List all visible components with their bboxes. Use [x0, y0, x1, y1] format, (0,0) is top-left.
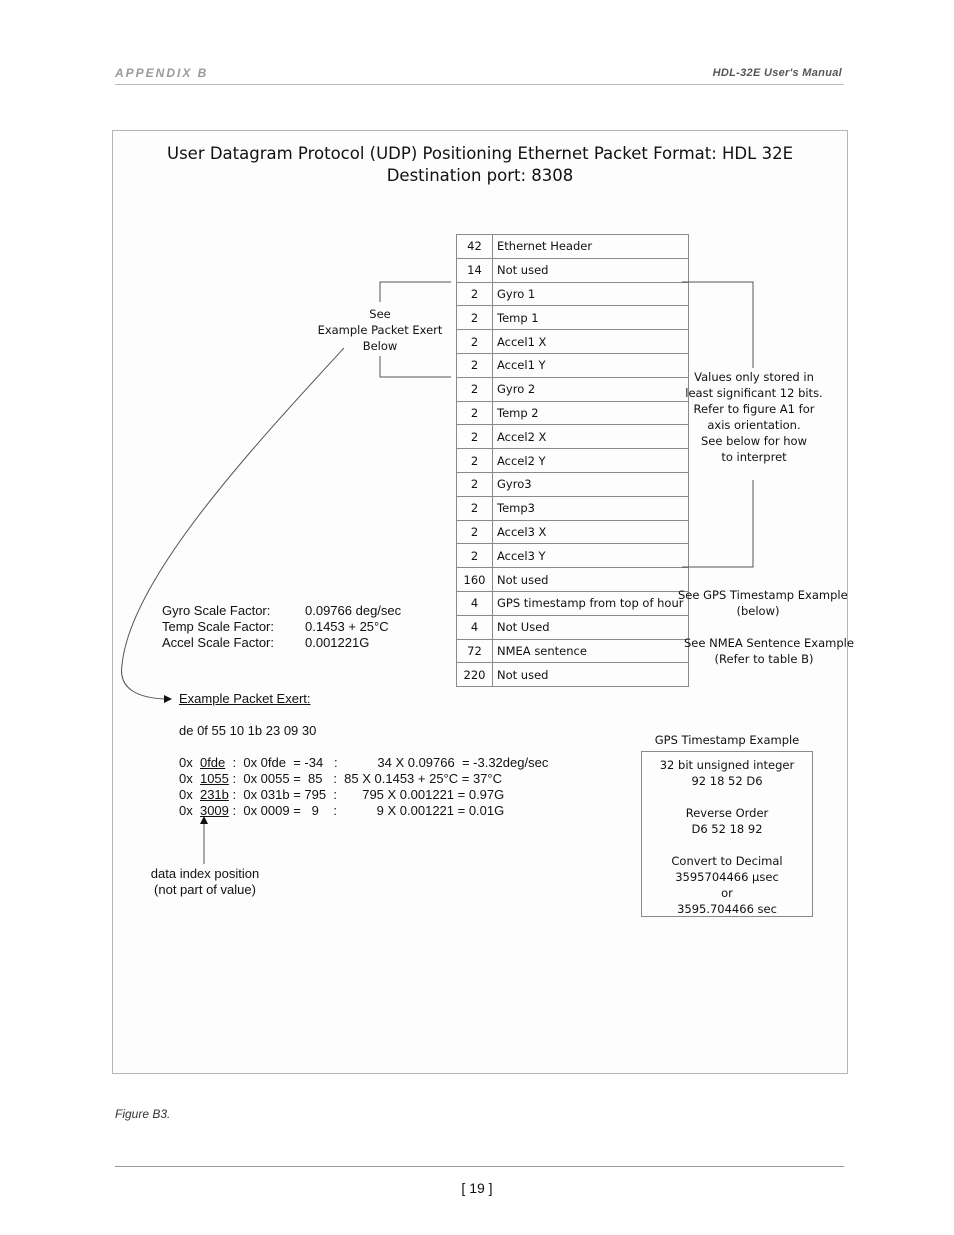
scale-row: Accel Scale Factor: 0.001221G: [162, 635, 370, 650]
field-name: Temp 1: [493, 306, 689, 330]
byte-count: 4: [457, 591, 493, 615]
field-name: Not used: [493, 258, 689, 282]
gps-timestamp-note: See GPS Timestamp Example (below): [678, 588, 848, 618]
example-line: 0x 231b : 0x 031b = 795 : 795 X 0.001221 = 0.97G: [179, 787, 505, 802]
byte-count: 220: [457, 663, 493, 687]
byte-count: 2: [457, 353, 493, 377]
field-name: Accel3 Y: [493, 544, 689, 568]
field-name: GPS timestamp from top of hour: [493, 591, 689, 615]
byte-count: 42: [457, 235, 493, 259]
nmea-note: See NMEA Sentence Example (Refer to table B): [684, 636, 854, 666]
field-name: Gyro 1: [493, 282, 689, 306]
byte-count: 2: [457, 401, 493, 425]
data-index-note: data index position (not part of value): [150, 866, 260, 897]
byte-count: 2: [457, 496, 493, 520]
field-name: Temp 2: [493, 401, 689, 425]
byte-count: 2: [457, 544, 493, 568]
values-note: Values only stored in least significant 12 bits. Refer to figure A1 for axis orientation. See below for how to interpret: [685, 370, 823, 464]
gps-example-line: Reverse Order: [685, 806, 769, 820]
field-name: Gyro3: [493, 472, 689, 496]
figure-title: User Datagram Protocol (UDP) Positioning Ethernet Packet Format: HDL 32E: [167, 144, 793, 163]
byte-count: 2: [457, 282, 493, 306]
gps-example-line: or: [721, 886, 733, 900]
field-name: Accel3 X: [493, 520, 689, 544]
scale-row: Gyro Scale Factor: 0.09766 deg/sec: [162, 603, 402, 618]
byte-count: 2: [457, 377, 493, 401]
byte-count: 2: [457, 472, 493, 496]
appendix-label: APPENDIX B: [115, 66, 209, 80]
page-number: [ 19 ]: [461, 1180, 493, 1196]
scale-factors: [162, 603, 401, 651]
gps-example-line: Convert to Decimal: [671, 854, 783, 868]
gps-example-line: [642, 837, 812, 853]
gps-example-line: D6 52 18 92: [691, 822, 763, 836]
gps-example-line: [642, 789, 812, 805]
example-line: 0x 3009 : 0x 0009 = 9 : 9 X 0.001221 = 0.01G: [179, 803, 505, 818]
byte-count: 2: [457, 449, 493, 473]
field-name: Accel1 X: [493, 330, 689, 354]
scale-row: Temp Scale Factor: 0.1453 + 25°C: [162, 619, 389, 634]
field-name: Not used: [493, 663, 689, 687]
example-line: 0x 1055 : 0x 0055 = 85 : 85 X 0.1453 + 25°C = 37°C: [179, 771, 502, 786]
field-name: Ethernet Header: [493, 235, 689, 259]
byte-count: 2: [457, 330, 493, 354]
gps-example-line: 32 bit unsigned integer: [659, 758, 795, 772]
field-name: Accel1 Y: [493, 353, 689, 377]
byte-count: 160: [457, 568, 493, 592]
byte-count: 2: [457, 520, 493, 544]
see-example-note: See Example Packet Exert Below: [317, 307, 443, 353]
footer-divider: [115, 1166, 844, 1167]
byte-count: 72: [457, 639, 493, 663]
example-raw-bytes: de 0f 55 10 1b 23 09 30: [179, 723, 317, 738]
gps-example-line: 92 18 52 D6: [691, 774, 763, 788]
byte-count: 4: [457, 615, 493, 639]
field-name: Temp3: [493, 496, 689, 520]
field-name: NMEA sentence: [493, 639, 689, 663]
field-name: Accel2 X: [493, 425, 689, 449]
field-name: Not Used: [493, 615, 689, 639]
byte-count: 2: [457, 425, 493, 449]
gps-example-line: 3595704466 µsec: [675, 870, 779, 884]
field-name: Gyro 2: [493, 377, 689, 401]
figure-subtitle: Destination port: 8308: [386, 166, 574, 185]
gps-example-title: GPS Timestamp Example: [654, 733, 800, 747]
example-heading: Example Packet Exert:: [179, 691, 311, 706]
field-name: Accel2 Y: [493, 449, 689, 473]
byte-count: 14: [457, 258, 493, 282]
gps-example-line: 3595.704466 sec: [677, 902, 777, 916]
figure-caption: Figure B3.: [115, 1107, 171, 1121]
gps-example-box: [641, 751, 813, 917]
example-line: 0x 0fde : 0x 0fde = -34 : 34 X 0.09766 = -3.32deg/sec: [179, 755, 549, 770]
field-name: Not used: [493, 568, 689, 592]
byte-count: 2: [457, 306, 493, 330]
manual-title: HDL-32E User's Manual: [712, 67, 842, 79]
